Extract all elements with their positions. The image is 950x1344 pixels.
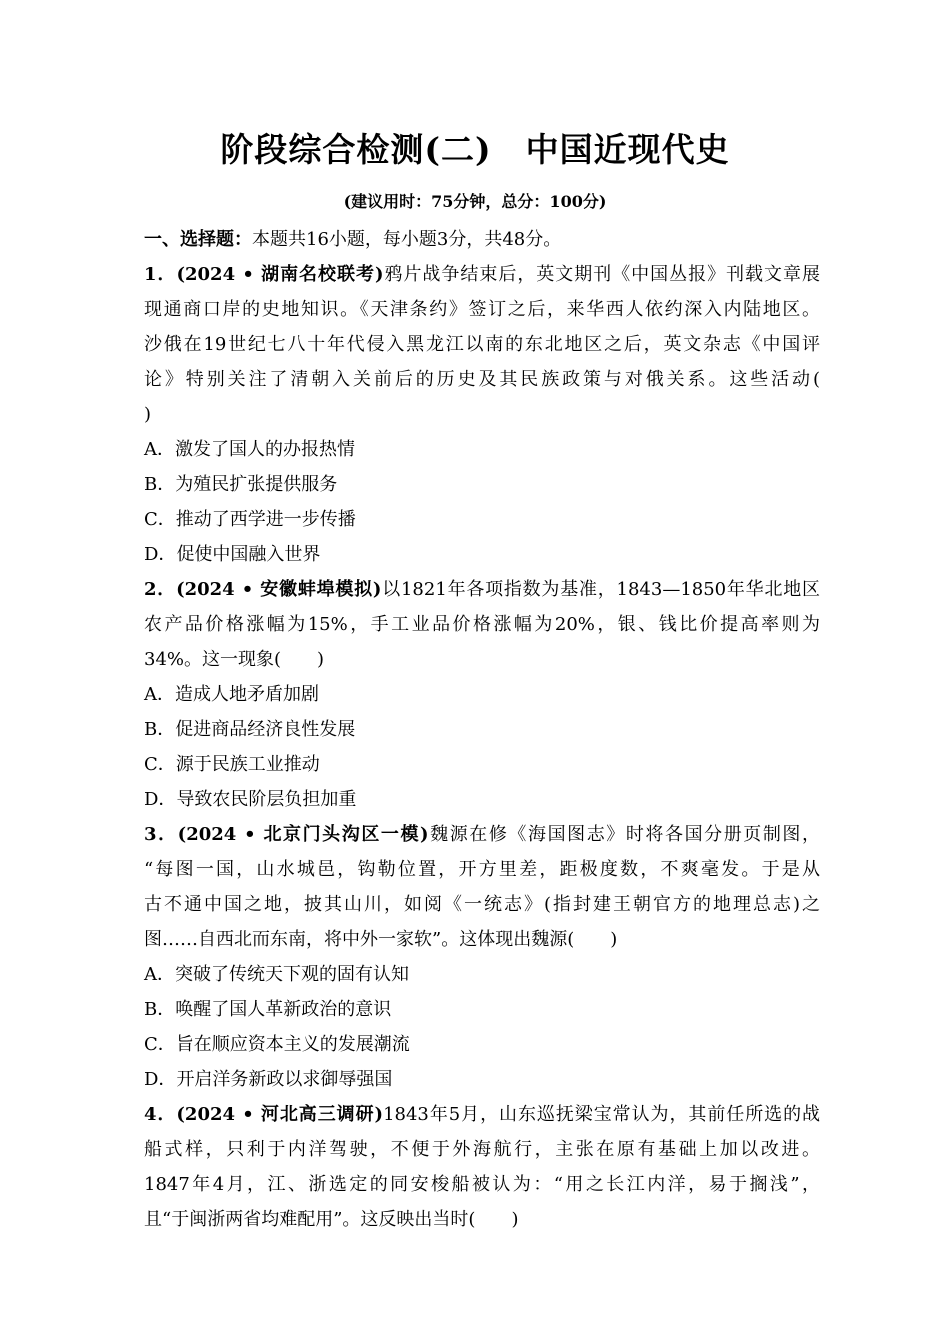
option-label: A． — [144, 684, 175, 705]
question-2-option-d — [144, 782, 820, 817]
question-1-option-b — [144, 467, 820, 502]
question-3-number: 3． — [144, 824, 178, 845]
question-1-stem-3: 沙俄在19世纪七八十年代侵入黑龙江以南的东北地区之后，英文杂志《中国评 — [144, 334, 820, 355]
option-text: 推动了西学进一步传播 — [175, 509, 356, 530]
question-3-stem-4 — [144, 922, 820, 957]
section-heading-bold: 一、选择题： — [144, 229, 252, 250]
question-2-number: 2． — [144, 579, 177, 600]
option-text: 促使中国融入世界 — [176, 544, 321, 565]
option-label: D． — [144, 1069, 177, 1090]
question-1 — [144, 257, 820, 572]
question-4-stem-2: 船式样，只利于内洋驾驶，不便于外海航行，主张在原有基础上加以改进。 — [144, 1139, 820, 1160]
question-2-stem-3 — [144, 642, 820, 677]
question-1-stem-1: 鸦片战争结束后，英文期刊《中国丛报》刊载文章展 — [383, 264, 820, 285]
question-2-stem-2: 农产品价格涨幅为15%，手工业品价格涨幅为20%，银、钱比价提高率则为 — [144, 614, 820, 635]
question-2-option-c — [144, 747, 820, 782]
option-label: C． — [144, 1034, 176, 1055]
option-label: C． — [144, 754, 176, 775]
question-2-option-a — [144, 677, 820, 712]
option-label: B． — [144, 719, 176, 740]
option-label: B． — [144, 999, 176, 1020]
question-4 — [144, 1097, 820, 1237]
option-label: A． — [144, 964, 175, 985]
section-heading-text: 本题共16小题，每小题3分，共48分。 — [252, 229, 562, 250]
question-1-line-1 — [144, 257, 820, 292]
question-2 — [144, 572, 820, 817]
question-4-source: (2024 • 河北高三调研) — [176, 1104, 384, 1125]
question-4-stem-3: 1847年4月，江、浙选定的同安梭船被认为：“用之长江内洋，易于搁浅”， — [144, 1174, 820, 1195]
option-text: 为殖民扩张提供服务 — [175, 474, 338, 495]
question-1-number: 1． — [144, 264, 177, 285]
question-4-stem-4-text: 且“于闽浙两省均难配用”。这反映出当时( — [144, 1209, 476, 1230]
question-1-option-c — [144, 502, 820, 537]
question-4-line-1 — [144, 1097, 820, 1132]
question-4-stem-close: ) — [511, 1209, 519, 1230]
question-2-stem-close: ) — [317, 649, 325, 670]
question-1-stem-2: 现通商口岸的史地知识。《天津条约》签订之后，来华西人依约深入内陆地区。 — [144, 299, 820, 320]
question-3-option-a — [144, 957, 820, 992]
option-label: A． — [144, 439, 175, 460]
question-4-number: 4． — [144, 1104, 177, 1125]
option-text: 旨在顺应资本主义的发展潮流 — [175, 1034, 410, 1055]
section-heading — [144, 222, 820, 257]
question-2-source: (2024 • 安徽蚌埠模拟) — [176, 579, 382, 600]
option-text: 激发了国人的办报热情 — [175, 439, 355, 460]
question-3-stem-1: 魏源在修《海国图志》时将各国分册页制图， — [428, 824, 820, 845]
option-text: 促进商品经济良性发展 — [175, 719, 356, 740]
question-1-stem-4: 论》特别关注了清朝入关前后的历史及其民族政策与对俄关系。这些活动( — [144, 369, 820, 390]
option-text: 导致农民阶层负担加重 — [176, 789, 357, 810]
question-4-stem-4 — [144, 1202, 820, 1237]
question-2-option-b — [144, 712, 820, 747]
option-text: 突破了传统天下观的固有认知 — [175, 964, 409, 985]
question-body — [144, 222, 820, 1237]
option-label: D． — [144, 544, 177, 565]
option-label: D． — [144, 789, 177, 810]
question-1-stem-5: ) — [144, 404, 152, 425]
option-label: C． — [144, 509, 176, 530]
time-info: (建议用时：75分钟，总分：100分) — [343, 192, 607, 211]
question-2-stem-1: 以1821年各项指数为基准，1843—1850年华北地区 — [381, 579, 820, 600]
question-1-option-d — [144, 537, 820, 572]
option-text: 开启洋务新政以求御辱强国 — [176, 1069, 393, 1090]
question-1-source: (2024 • 湖南名校联考) — [176, 264, 384, 285]
question-3-stem-4-text: 图……自西北而东南，将中外一家软”。这体现出魏源( — [144, 929, 575, 950]
question-3-line-1 — [144, 817, 820, 852]
question-3-source: (2024 • 北京门头沟区一模) — [177, 824, 429, 845]
title-sub: 中国近现代史 — [525, 130, 730, 169]
title-main: 阶段综合检测(二) — [220, 130, 492, 169]
question-3-stem-2: “每图一国，山水城邑，钩勒位置，开方里差，距极度数，不爽毫发。于是从 — [144, 859, 820, 880]
option-text: 唤醒了国人革新政治的意识 — [175, 999, 392, 1020]
question-3 — [144, 817, 820, 1097]
question-3-option-d — [144, 1062, 820, 1097]
question-3-stem-3: 古不通中国之地，披其山川，如阅《一统志》(指封建王朝官方的地理总志)之 — [144, 894, 820, 915]
question-3-option-c — [144, 1027, 820, 1062]
question-3-option-b — [144, 992, 820, 1027]
question-1-option-a — [144, 432, 820, 467]
option-label: B． — [144, 474, 176, 495]
option-text: 源于民族工业推动 — [175, 754, 320, 775]
question-2-line-1 — [144, 572, 820, 607]
question-4-stem-1: 1843年5月，山东巡抚梁宝常认为，其前任所选的战 — [383, 1104, 821, 1125]
page-title — [0, 124, 950, 171]
option-text: 造成人地矛盾加剧 — [175, 684, 319, 705]
question-3-stem-close: ) — [610, 929, 618, 950]
question-2-stem-3-text: 34%。这一现象( — [144, 649, 282, 670]
